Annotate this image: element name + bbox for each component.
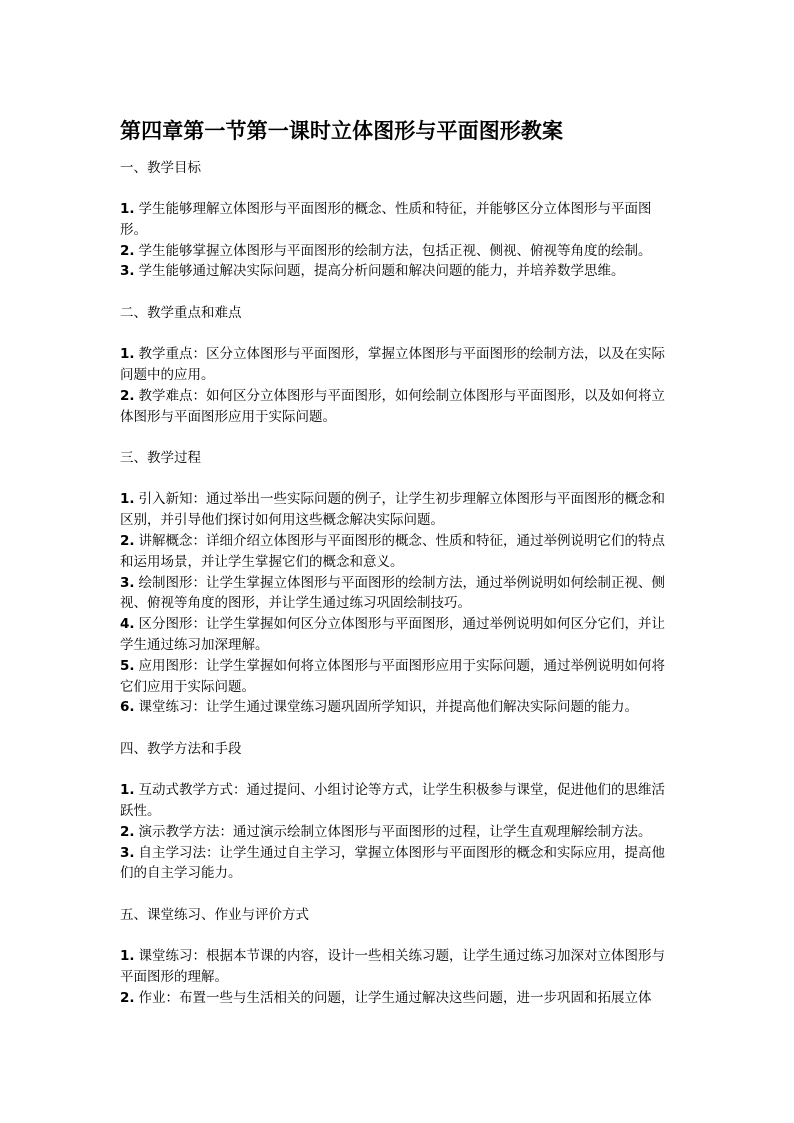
list-item-number: 2. (120, 989, 135, 1006)
list-item-text: 讲解概念：详细介绍立体图形与平面图形的概念、性质和特征，通过举例说明它们的特点和运用场景，并让学生掌握它们的概念和意义。 (120, 532, 666, 570)
section-item-list (120, 344, 676, 427)
list-item-number: 2. (120, 242, 135, 259)
list-item (120, 946, 676, 988)
list-item-number: 1. (120, 491, 135, 508)
list-item-text: 学生能够理解立体图形与平面图形的概念、性质和特征，并能够区分立体图形与平面图形。 (120, 201, 652, 238)
list-item-number: 2. (120, 532, 135, 549)
section-heading: 一、教学目标 (120, 160, 201, 176)
list-item (120, 697, 676, 718)
section-item-list (120, 780, 676, 884)
list-item (120, 344, 676, 386)
list-item (120, 988, 676, 1009)
document-section (120, 448, 676, 718)
list-item-number: 6. (120, 699, 135, 716)
document-body (120, 158, 676, 1009)
list-item-number: 2. (120, 823, 135, 840)
document-title: 第四章第一节第一课时立体图形与平面图形教案 (120, 119, 564, 144)
list-item-number: 1. (120, 948, 135, 965)
list-item (120, 489, 676, 531)
list-item-text: 作业：布置一些与生活相关的问题，让学生通过解决这些问题，进一步巩固和拓展立体 (138, 989, 652, 1006)
list-item (120, 573, 676, 615)
section-heading: 二、教学重点和难点 (120, 305, 242, 322)
document-section (120, 158, 676, 282)
list-item-text: 区分图形：让学生掌握如何区分立体图形与平面图形，通过举例说明如何区分它们，并让学生通过练习加深理解。 (120, 616, 666, 653)
list-item-text: 互动式教学方式：通过提问、小组讨论等方式，让学生积极参与课堂，促进他们的思维活跃性。 (120, 782, 666, 819)
list-item-text: 自主学习法：让学生通过自主学习，掌握立体图形与平面图形的概念和实际应用，提高他们的自主学习能力。 (120, 844, 666, 882)
list-item-text: 教学难点：如何区分立体图形与平面图形，如何绘制立体图形与平面图形，以及如何将立体图形与平面图形应用于实际问题。 (120, 387, 666, 425)
list-item-number: 1. (120, 201, 135, 217)
list-item-text: 教学重点：区分立体图形与平面图形，掌握立体图形与平面图形的绘制方法，以及在实际问题中的应用。 (120, 346, 666, 383)
section-item-list (120, 489, 676, 718)
section-heading: 五、课堂练习、作业与评价方式 (120, 907, 309, 924)
list-item-text: 学生能够掌握立体图形与平面图形的绘制方法，包括正视、侧视、俯视等角度的绘制。 (138, 242, 652, 259)
list-item-text: 应用图形：让学生掌握如何将立体图形与平面图形应用于实际问题，通过举例说明如何将它们应用于实际问题。 (120, 657, 666, 695)
section-heading: 四、教学方法和手段 (120, 741, 242, 758)
document-section (120, 739, 676, 884)
list-item-number: 1. (120, 782, 135, 799)
list-item-number: 3. (120, 574, 135, 591)
list-item (120, 656, 676, 698)
list-item (120, 822, 676, 843)
list-item-text: 课堂练习：让学生通过课堂练习题巩固所学知识，并提高他们解决实际问题的能力。 (138, 699, 639, 716)
list-item-number: 4. (120, 616, 135, 633)
list-item (120, 386, 676, 428)
list-item-number: 3. (120, 844, 135, 861)
list-item-text: 绘制图形：让学生掌握立体图形与平面图形的绘制方法，通过举例说明如何绘制正视、侧视、俯视等角度的图形，并让学生通过练习巩固绘制技巧。 (120, 574, 666, 612)
document-section (120, 905, 676, 1008)
list-item (120, 261, 676, 282)
list-item (120, 780, 676, 822)
list-item (120, 241, 676, 262)
list-item-number: 2. (120, 387, 135, 404)
list-item-number: 3. (120, 263, 135, 280)
list-item-text: 学生能够通过解决实际问题，提高分析问题和解决问题的能力，并培养数学思维。 (138, 263, 625, 280)
section-item-list (120, 199, 676, 282)
list-item-number: 1. (120, 346, 135, 363)
list-item-number: 5. (120, 657, 135, 674)
list-item-text: 课堂练习：根据本节课的内容，设计一些相关练习题，让学生通过练习加深对立体图形与平面图形的理解。 (120, 948, 666, 985)
section-item-list (120, 946, 676, 1008)
list-item (120, 614, 676, 656)
list-item (120, 531, 676, 573)
document-section (120, 303, 676, 427)
list-item (120, 843, 676, 885)
list-item (120, 199, 676, 241)
list-item-text: 引入新知：通过举出一些实际问题的例子，让学生初步理解立体图形与平面图形的概念和区别，并引导他们探讨如何用这些概念解决实际问题。 (120, 491, 666, 529)
section-heading: 三、教学过程 (120, 450, 201, 467)
list-item-text: 演示教学方法：通过演示绘制立体图形与平面图形的过程，让学生直观理解绘制方法。 (138, 823, 652, 840)
